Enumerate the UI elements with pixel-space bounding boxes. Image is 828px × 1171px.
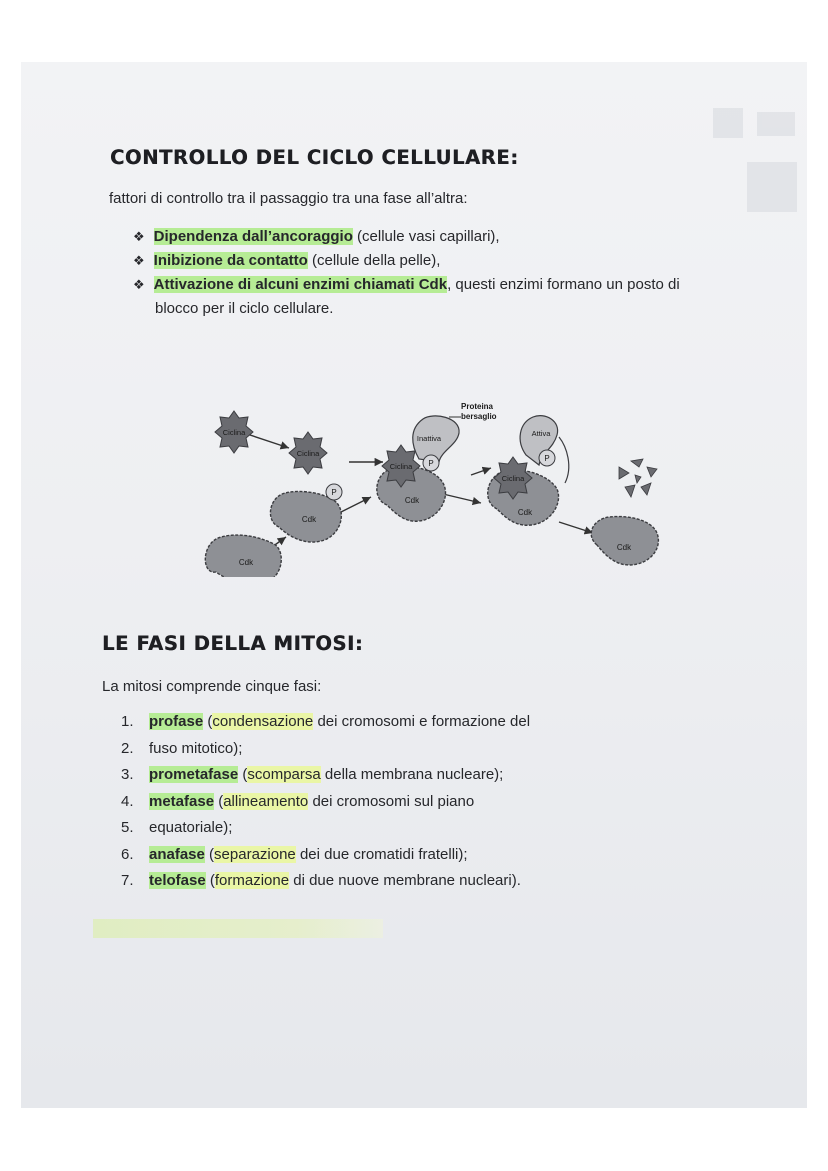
diamond-bullet-icon: ❖	[133, 253, 145, 268]
list-number: 6.	[121, 845, 134, 863]
list-text: prometafase	[149, 766, 239, 783]
diamond-bullet-icon: ❖	[133, 229, 145, 244]
phosphate-circle	[423, 455, 439, 471]
list-number: 4.	[121, 792, 134, 810]
label-ciclina: Ciclina	[389, 462, 413, 471]
bleed-through-artifact	[707, 102, 803, 222]
list-text: anafase	[149, 845, 205, 863]
bullet-continuation: blocco per il ciclo cellulare.	[155, 300, 334, 317]
list-text: della membrana nucleare);	[320, 766, 504, 783]
diamond-bullet-icon: ❖	[133, 277, 145, 292]
label-ciclina: Ciclina	[296, 449, 320, 458]
ciclina-shape	[215, 411, 253, 453]
list-number: 5.	[121, 819, 134, 836]
label-cdk: Cdk	[404, 496, 420, 505]
list-text: (	[204, 845, 215, 863]
label-cdk: Cdk	[238, 558, 254, 567]
bullet-rest: (cellule della pelle),	[307, 252, 441, 269]
list-text: di due nuove membrane nucleari).	[289, 872, 521, 889]
ciclina-shape	[382, 445, 420, 487]
list-text: telofase	[149, 872, 206, 889]
target-protein-inactive	[413, 416, 459, 462]
list-text: scomparsa	[247, 766, 321, 783]
cdk-shape	[591, 517, 658, 565]
label-inattiva: Inattiva	[416, 434, 442, 443]
arrow	[443, 494, 481, 503]
list-text: equatoriale);	[149, 819, 233, 836]
label-p: P	[428, 459, 434, 468]
list-text: (	[214, 792, 224, 810]
list-number: 1.	[121, 713, 134, 730]
degraded-ciclina-fragments	[619, 459, 657, 497]
label-ciclina: Ciclina	[222, 428, 246, 437]
label-cdk: Cdk	[517, 508, 533, 517]
list-text: condensazione	[212, 713, 314, 730]
list-number: 2.	[121, 739, 134, 757]
cdk-cycle-diagram	[161, 337, 681, 577]
section-intro-controllo: fattori di controllo tra il passaggio tra una fase all’altra:	[109, 190, 468, 207]
list-text: fuso mitotico);	[149, 739, 243, 757]
list-text: separazione	[214, 845, 296, 863]
label-bersaglio: bersaglio	[461, 412, 497, 421]
paper-sheet	[21, 62, 807, 1108]
arrow	[471, 468, 491, 475]
list-item	[121, 842, 530, 869]
list-text: metafase	[149, 792, 215, 810]
section-intro-mitosi: La mitosi comprende cinque fasi:	[102, 678, 322, 695]
list-text: (	[205, 872, 215, 889]
label-cdk: Cdk	[301, 515, 317, 524]
bullet-item	[133, 228, 500, 245]
ciclina-shape	[494, 457, 532, 499]
mitosis-phases-list	[121, 709, 530, 895]
phosphate-circle	[326, 484, 342, 500]
list-text: profase	[149, 713, 204, 730]
list-text: (	[238, 766, 248, 783]
list-number: 3.	[121, 766, 134, 783]
list-text: dei cromosomi sul piano	[308, 792, 475, 810]
cdk-shape	[205, 535, 281, 577]
list-item	[121, 815, 530, 842]
bullet-item	[133, 252, 440, 269]
label-ciclina: Ciclina	[501, 474, 525, 483]
highlighter-stripe	[93, 919, 383, 938]
bullet-bold: Attivazione di alcuni enzimi chiamati Cdk	[153, 276, 448, 293]
list-item	[121, 709, 530, 736]
list-text: allineamento	[223, 792, 309, 810]
list-item	[121, 736, 530, 763]
section-title-mitosi: LE FASI DELLA MITOSI:	[102, 632, 364, 655]
bullet-item	[133, 276, 680, 293]
list-item	[121, 868, 530, 895]
bullet-bold: Dipendenza dall’ancoraggio	[153, 228, 353, 245]
list-item	[121, 789, 530, 816]
list-text: (	[203, 713, 213, 730]
label-proteina: Proteina	[461, 402, 494, 411]
bullet-rest: , questi enzimi formano un posto di	[447, 276, 680, 293]
list-number: 7.	[121, 872, 134, 889]
list-text: dei cromosomi e formazione del	[313, 713, 531, 730]
bullet-bold: Inibizione da contatto	[153, 252, 308, 269]
label-cdk: Cdk	[616, 543, 632, 552]
arrow	[247, 434, 289, 448]
arrow	[559, 522, 593, 533]
list-text: dei due cromatidi fratelli);	[295, 845, 468, 863]
bullet-rest: (cellule vasi capillari),	[352, 228, 500, 245]
ciclina-shape	[289, 432, 327, 474]
label-attiva: Attiva	[531, 429, 551, 438]
list-text: formazione	[214, 872, 290, 889]
section-title-controllo: CONTROLLO DEL CICLO CELLULARE:	[110, 146, 519, 169]
phosphate-circle	[539, 450, 555, 466]
list-item	[121, 762, 530, 789]
label-p: P	[544, 454, 550, 463]
label-p: P	[331, 488, 337, 497]
arrow	[339, 497, 371, 513]
